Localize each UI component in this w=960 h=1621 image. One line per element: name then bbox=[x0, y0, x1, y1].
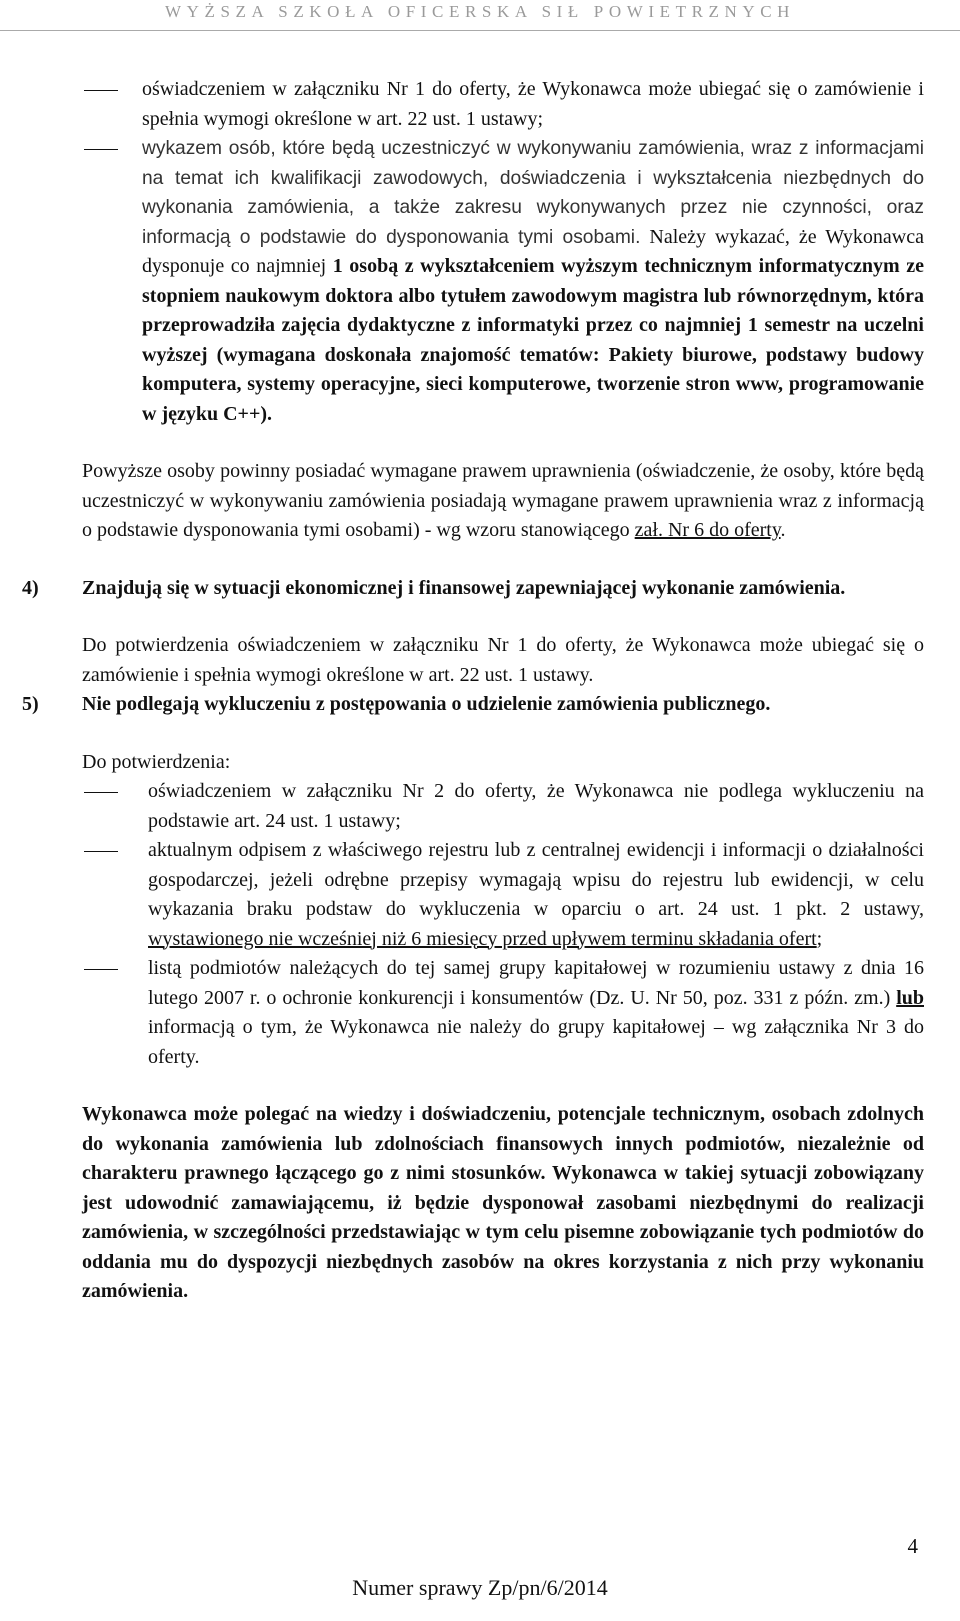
list-item-text-end: ; bbox=[816, 927, 823, 950]
section-number: 4) bbox=[22, 576, 39, 599]
section-number: 5) bbox=[22, 693, 39, 715]
list-item-text bbox=[148, 954, 924, 1072]
list-item-text-part: informacją o tym, że Wykonawca nie należy do grupy kapitałowej – wg załącznika Nr 3 do oferty. bbox=[148, 1016, 924, 1068]
paragraph-end: . bbox=[780, 519, 786, 541]
page-number: 4 bbox=[907, 1534, 918, 1558]
paragraph bbox=[82, 457, 924, 546]
section-intro: Do potwierdzenia: bbox=[82, 750, 231, 773]
section-4 bbox=[22, 574, 924, 604]
section-heading: Nie podlegają wykluczeniu z postępowania o udzielenie zamówienia publicznego. bbox=[82, 693, 771, 715]
section-body: Do potwierdzenia oświadczeniem w załączniku Nr 1 do oferty, że Wykonawca może ubiegać się o zamówienie i spełnia wymogi określone w art. 22 ust. 1 ustawy. bbox=[82, 634, 924, 686]
list-item bbox=[82, 75, 924, 134]
closing-paragraph: Wykonawca może polegać na wiedzy i doświadczeniu, potencjale technicznym, osobach zdolnych do wykonania zamówienia lub zdolnościach finansowych innych podmiotów, niezależnie od charakteru prawnego łączącego go z nimi stosunków. Wykonawca w takiej sytuacji zobowiązany jest udowodnić zamawiającemu, iż będzie dysponował zasobami niezbędnymi do realizacji zamówienia, w szczególności przedstawiając w tym celu pisemne zobowiązanie tych podmiotów do oddania mu do dyspozycji niezbędnych zasobów na okres korzystania z nich przy wykonaniu zamówienia. bbox=[82, 1103, 924, 1302]
list-item-text: oświadczeniem w załączniku Nr 2 do oferty, że Wykonawca nie podlega wykluczeniu na podstawie art. 24 ust. 1 ustawy; bbox=[148, 780, 924, 832]
header-divider bbox=[0, 30, 960, 31]
attachment-link[interactable]: zał. Nr 6 do oferty bbox=[634, 519, 781, 541]
list-item-text-part: Należy wykazać, że Wykonawca dysponuje co najmniej bbox=[142, 225, 924, 277]
document-body bbox=[22, 75, 925, 1307]
page-header-title: WYŻSZA SZKOŁA OFICERSKA SIŁ POWIETRZNYCH bbox=[164, 2, 796, 21]
list-item bbox=[82, 954, 924, 1072]
emphasis-text: lub bbox=[896, 986, 924, 1009]
list-item-bold-text: 1 osobą z wykształceniem wyższym technicznym informatycznym ze stopniem naukowym doktora albo tytułem zawodowym magistra lub równorzędnym, która przeprowadziła zajęcia dydaktyczne z informatyki przez co najmniej 1 semestr na uczelni wyższej (wymagana doskonała znajomość tematów: Pakiety biurowe, podstawy budowy komputera, systemy operacyjne, sieci komputerowe, tworzenie stron www, programowanie w języku C++). bbox=[142, 255, 925, 425]
list-item-text-part: aktualnym odpisem z właściwego rejestru lub z centralnej ewidencji i informacji o działalności gospodarczej, jeżeli odrębne przepisy wymagają wpisu do rejestru lub ewidencji, w celu wykazania braku podstaw do wykluczenia w oparciu o art. 24 ust. 1 pkt. 2 ustawy, bbox=[148, 839, 924, 920]
list-item bbox=[82, 836, 924, 954]
list-item-text: oświadczeniem w załączniku Nr 1 do oferty, że Wykonawca może ubiegać się o zamówienie i spełnia wymogi określone w art. 22 ust. 1 ustawy; bbox=[142, 78, 924, 130]
list-item-text bbox=[148, 836, 924, 954]
list-item-text-part: wykazem osób, które będą uczestniczyć w wykonywaniu zamówienia, wraz z informacjami na temat ich kwalifikacji zawodowych, doświadczenia i wykształcenia niezbędnych do wykonania zamówienia, a także zakresu wykonywanych przez nie czynności, oraz informacją o podstawie do dysponowania tymi osobami. bbox=[142, 138, 924, 248]
list-item-text-part: listą podmiotów należących do tej samej grupy kapitałowej w rozumieniu ustawy z dnia 16 lutego 2007 r. o ochronie konkurencji i konsumentów (Dz. U. Nr 50, poz. 331 z późn. zm.) bbox=[148, 957, 924, 1009]
list-item bbox=[82, 134, 924, 429]
paragraph-text: Powyższe osoby powinny posiadać wymagane prawem uprawnienia (oświadczenie, że osoby, które będą uczestniczyć w wykonywaniu zamówienia posiadają wymagane prawem uprawnienia wraz z informacją o podstawie dysponowania tymi osobami) - wg wzoru stanowiącego bbox=[82, 460, 924, 541]
case-number: Numer sprawy Zp/pn/6/2014 bbox=[352, 1575, 608, 1600]
section-heading: Znajdują się w sytuacji ekonomicznej i finansowej zapewniającej wykonanie zamówienia. bbox=[82, 576, 846, 599]
section-5 bbox=[22, 690, 924, 720]
underlined-text: wystawionego nie wcześniej niż 6 miesięcy przed upływem terminu składania ofert bbox=[148, 927, 817, 950]
list-item bbox=[82, 777, 924, 836]
list-item-text bbox=[142, 134, 924, 429]
